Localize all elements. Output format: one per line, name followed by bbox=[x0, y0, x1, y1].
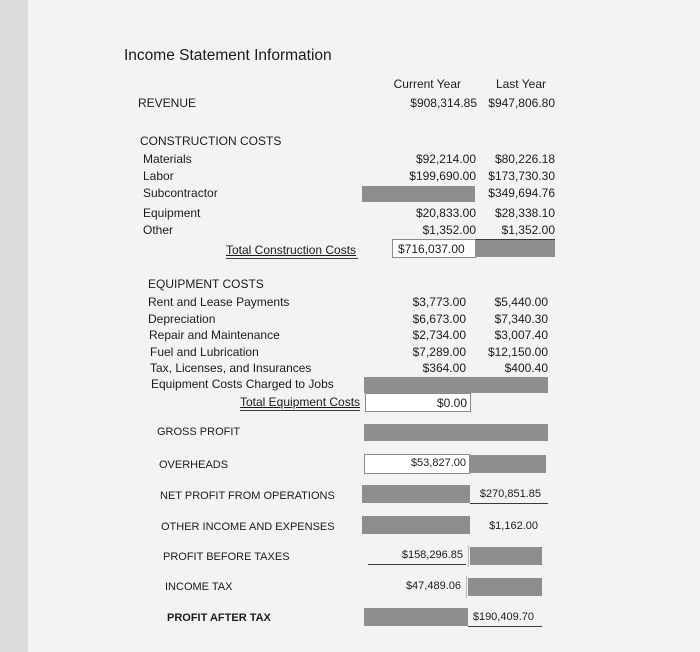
equipment-item-last: $3,007.40 bbox=[494, 328, 548, 342]
cell-border bbox=[468, 545, 469, 567]
cell-border bbox=[466, 576, 467, 598]
header-current-year: Current Year bbox=[393, 77, 461, 91]
gross-profit-cells bbox=[364, 424, 548, 441]
construction-item-current: $92,214.00 bbox=[415, 152, 476, 166]
page-title: Income Statement Information bbox=[124, 47, 332, 64]
underline bbox=[240, 410, 360, 411]
equipment-item-last: $12,150.00 bbox=[487, 345, 548, 359]
equipment-item-current: $2,734.00 bbox=[412, 328, 466, 342]
equipment-item-current: $3,773.00 bbox=[412, 295, 466, 309]
construction-item-label: Materials bbox=[143, 152, 192, 166]
summary-label: GROSS PROFIT bbox=[157, 426, 241, 438]
construction-total-label: Total Construction Costs bbox=[226, 243, 357, 257]
summary-label: NET PROFIT FROM OPERATIONS bbox=[160, 490, 335, 502]
equipment-item-label: Equipment Costs Charged to Jobs bbox=[151, 377, 334, 391]
header-last-year: Last Year bbox=[495, 77, 546, 91]
revenue-current: $908,314.85 bbox=[410, 96, 477, 110]
empty-last-cell bbox=[470, 547, 542, 565]
equipment-item-label: Rent and Lease Payments bbox=[148, 295, 290, 309]
construction-item-last: $80,226.18 bbox=[494, 152, 555, 166]
equipment-item-current: $364.00 bbox=[422, 361, 466, 375]
equipment-item-label: Tax, Licenses, and Insurances bbox=[150, 361, 312, 375]
equipment-item-current: $7,289.00 bbox=[412, 345, 466, 359]
empty-current-cell bbox=[364, 608, 468, 626]
construction-item-label: Labor bbox=[143, 169, 174, 183]
construction-item-last: $349,694.76 bbox=[488, 186, 555, 200]
construction-item-last: $28,338.10 bbox=[494, 206, 555, 220]
summary-last: $270,851.85 bbox=[479, 488, 541, 500]
construction-item-current: $199,690.00 bbox=[409, 169, 476, 183]
equipment-item-label: Depreciation bbox=[148, 312, 216, 326]
summary-label: PROFIT BEFORE TAXES bbox=[163, 551, 290, 563]
construction-item-current: $20,833.00 bbox=[415, 206, 476, 220]
equipment-total-label: Total Equipment Costs bbox=[240, 395, 361, 409]
construction-item-label: Equipment bbox=[143, 206, 201, 220]
equipment-item-last: $400.40 bbox=[504, 361, 548, 375]
equipment-item-current: $6,673.00 bbox=[412, 312, 466, 326]
underline bbox=[470, 503, 548, 504]
empty-last-cell bbox=[468, 578, 542, 596]
construction-item-label: Subcontractor bbox=[143, 186, 218, 200]
summary-label: INCOME TAX bbox=[165, 581, 233, 593]
construction-total-current: $716,037.00 bbox=[398, 242, 465, 256]
summary-last: $1,162.00 bbox=[489, 520, 538, 532]
empty-current-cell bbox=[362, 485, 470, 503]
spreadsheet-page bbox=[28, 0, 700, 652]
empty-charged-cells bbox=[364, 377, 548, 393]
summary-last: $190,409.70 bbox=[472, 611, 534, 623]
empty-last-cell bbox=[470, 455, 546, 473]
construction-item-last: $1,352.00 bbox=[501, 223, 555, 237]
summary-current: $53,827.00 bbox=[410, 457, 466, 469]
equipment-total-current: $0.00 bbox=[437, 396, 468, 410]
equipment-item-label: Fuel and Lubrication bbox=[150, 345, 259, 359]
underline bbox=[226, 258, 358, 259]
summary-label: PROFIT AFTER TAX bbox=[167, 612, 271, 624]
summary-label: OVERHEADS bbox=[159, 459, 229, 471]
empty-current-cell bbox=[362, 186, 475, 202]
construction-heading: CONSTRUCTION COSTS bbox=[140, 134, 282, 148]
summary-current: $47,489.06 bbox=[405, 580, 461, 592]
empty-current-cell bbox=[362, 516, 470, 534]
empty-last-cell bbox=[475, 240, 555, 257]
revenue-label: REVENUE bbox=[138, 96, 197, 110]
underline bbox=[468, 626, 542, 627]
equipment-item-last: $7,340.30 bbox=[494, 312, 548, 326]
equipment-item-label: Repair and Maintenance bbox=[149, 328, 280, 342]
revenue-last: $947,806.80 bbox=[488, 96, 555, 110]
construction-item-current: $1,352.00 bbox=[422, 223, 476, 237]
equipment-heading: EQUIPMENT COSTS bbox=[148, 277, 264, 291]
equipment-item-last: $5,440.00 bbox=[494, 295, 548, 309]
construction-item-label: Other bbox=[143, 223, 174, 237]
summary-current: $158,296.85 bbox=[401, 549, 463, 561]
construction-item-last: $173,730.30 bbox=[488, 169, 555, 183]
summary-label: OTHER INCOME AND EXPENSES bbox=[161, 521, 335, 533]
underline bbox=[368, 564, 466, 565]
